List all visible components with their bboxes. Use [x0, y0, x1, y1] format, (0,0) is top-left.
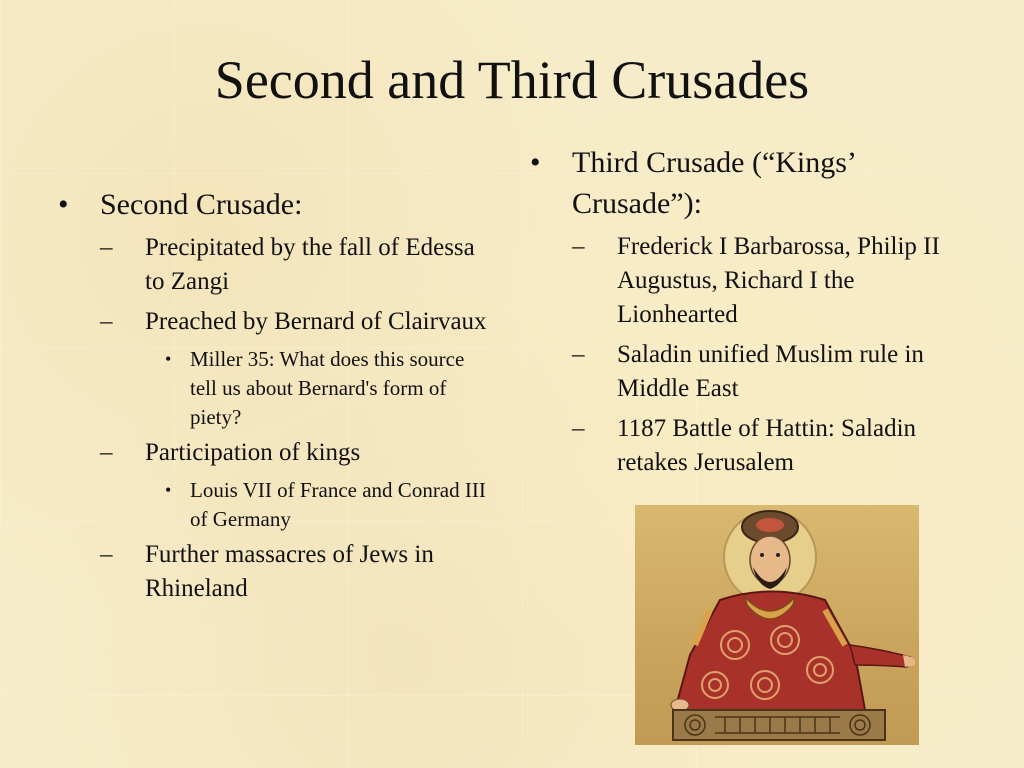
right-arm-shape	[850, 645, 910, 667]
eye-right-shape	[776, 553, 780, 557]
saladin-portrait-image	[635, 505, 919, 745]
slide-title: Second and Third Crusades	[214, 50, 810, 110]
sub-bullet-bernard: – Preached by Bernard of Clairvaux	[100, 305, 488, 339]
sub-bullet-massacres: – Further massacres of Jews in Rhineland	[100, 538, 488, 606]
sub-bullet-kings: – Participation of kings	[100, 436, 488, 470]
bullet-third-crusade: • Third Crusade (“Kings’ Crusade”):	[530, 142, 980, 224]
sub-bullet-kings-list: – Frederick I Barbarossa, Philip II Augustus, Richard I the Lionhearted	[572, 230, 980, 332]
sub-bullet-edessa: – Precipitated by the fall of Edessa to Zangi	[100, 231, 488, 299]
eye-left-shape	[760, 553, 764, 557]
saladin-illustration	[635, 505, 919, 745]
sub-sub-bullet-louis-conrad: • Louis VII of France and Conrad III of Germany	[145, 476, 488, 534]
turban-top-shape	[756, 518, 784, 532]
left-column	[58, 184, 488, 612]
bullet-second-crusade: • Second Crusade:	[58, 184, 488, 225]
sub-sub-bullet-miller: • Miller 35: What does this source tell us about Bernard's form of piety?	[145, 345, 488, 432]
right-column	[530, 142, 980, 486]
sub-bullet-hattin: – 1187 Battle of Hattin: Saladin retakes Jerusalem	[572, 412, 980, 480]
right-hand-shape	[903, 655, 915, 667]
face-shape	[750, 536, 790, 584]
sub-bullet-saladin-unified: – Saladin unified Muslim rule in Middle East	[572, 338, 980, 406]
